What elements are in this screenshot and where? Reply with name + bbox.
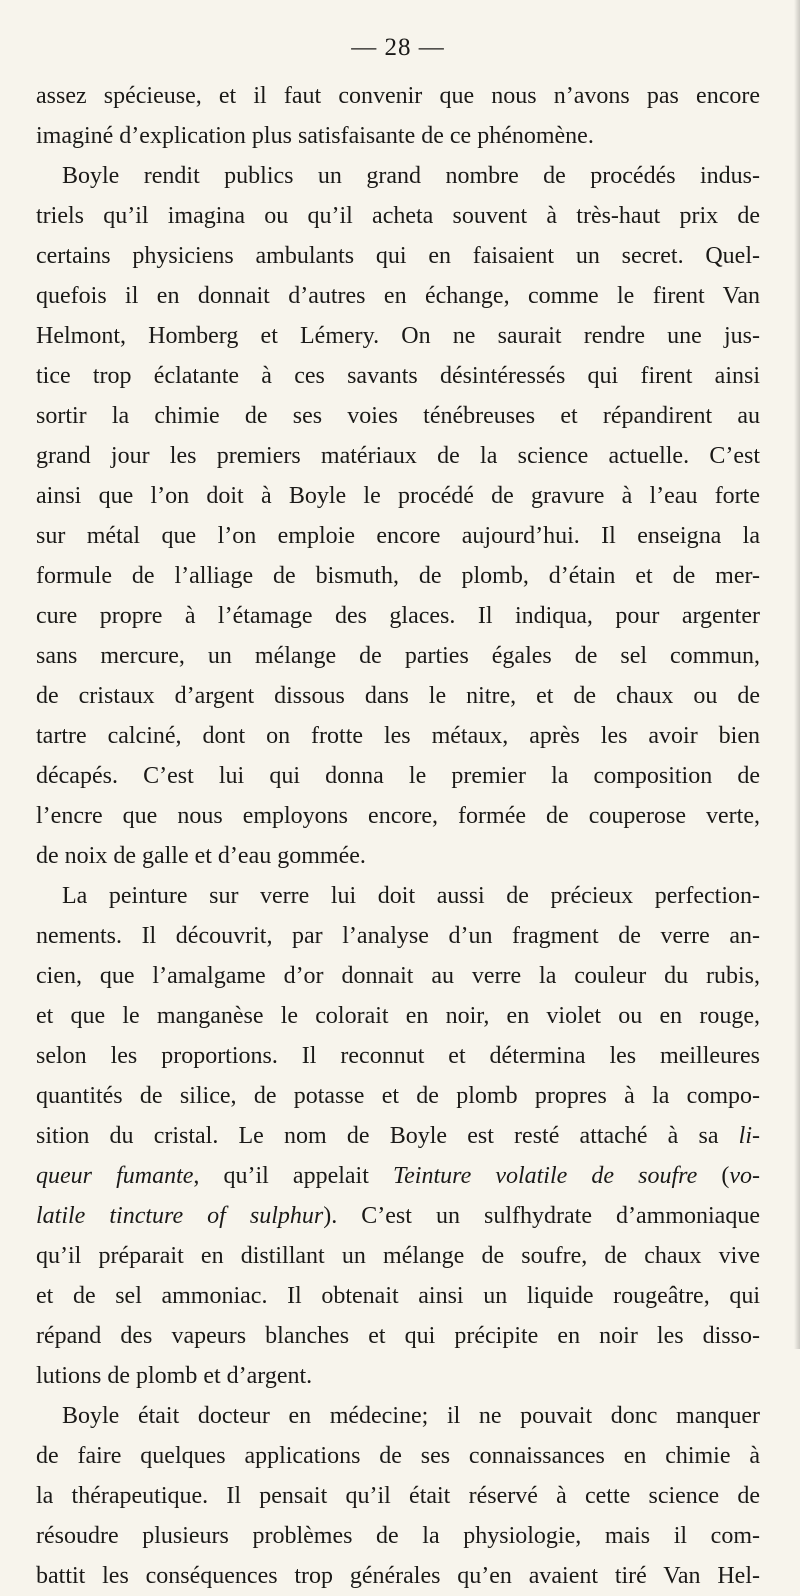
text-line: assez spécieuse, et il faut convenir que nous n’avons pas encore [36, 83, 760, 109]
text-line: de cristaux d’argent dissous dans le nitre, et de chaux ou de [36, 683, 760, 709]
text-line: certains physiciens ambulants qui en faisaient un secret. Quel- [36, 243, 760, 269]
text-line: l’encre que nous employons encore, formée de couperose verte, [36, 803, 760, 829]
text-line [36, 1156, 760, 1196]
text-line: sans mercure, un mélange de parties égales de sel commun, [36, 643, 760, 669]
text-line: battit les conséquences trop générales qu’en avaient tiré Van Hel- [36, 1563, 760, 1589]
italic-segment: vo- [729, 1163, 760, 1189]
text-segment: ( [697, 1163, 730, 1189]
text-segment: , qu’il appelait [193, 1163, 393, 1189]
text-line [36, 1116, 760, 1156]
italic-segment: latile tincture of sulphur [36, 1203, 324, 1229]
text-line: la thérapeutique. Il pensait qu’il était réservé à cette science de [36, 1483, 760, 1509]
text-line: tice trop éclatante à ces savants désintéressés qui firent ainsi [36, 363, 760, 389]
text-line: sur métal que l’on emploie encore aujourd’hui. Il enseigna la [36, 523, 760, 549]
text-line: quefois il en donnait d’autres en échange, comme le firent Van [36, 283, 760, 309]
text-line: résoudre plusieurs problèmes de la physiologie, mais il com- [36, 1523, 760, 1549]
text-line: triels qu’il imagina ou qu’il acheta souvent à très-haut prix de [36, 203, 760, 229]
text-line: qu’il préparait en distillant un mélange de soufre, de chaux vive [36, 1243, 760, 1269]
text-line: décapés. C’est lui qui donna le premier la composition de [36, 763, 760, 789]
text-line: cien, que l’amalgame d’or donnait au verre la couleur du rubis, [36, 963, 760, 989]
text-line: Helmont, Homberg et Lémery. On ne saurait rendre une jus- [36, 323, 760, 349]
text-line: grand jour les premiers matériaux de la science actuelle. C’est [36, 443, 760, 469]
text-line: imaginé d’explication plus satisfaisante de ce phénomène. [36, 123, 594, 149]
text-line: quantités de silice, de potasse et de plomb propres à la compo- [36, 1083, 760, 1109]
page-number: — 28 — [351, 34, 445, 61]
text-line: de noix de galle et d’eau gommée. [36, 843, 366, 869]
text-line: formule de l’alliage de bismuth, de plomb, d’étain et de mer- [36, 563, 760, 589]
text-line: nements. Il découvrit, par l’analyse d’un fragment de verre an- [36, 923, 760, 949]
text-line: de faire quelques applications de ses connaissances en chimie à [36, 1443, 760, 1469]
text-line: sortir la chimie de ses voies ténébreuses et répandirent au [36, 403, 760, 429]
book-page [36, 28, 760, 1596]
text-line: La peinture sur verre lui doit aussi de précieux perfection- [62, 883, 760, 909]
text-line: ainsi que l’on doit à Boyle le procédé de gravure à l’eau forte [36, 483, 760, 509]
text-line: tartre calciné, dont on frotte les métaux, après les avoir bien [36, 723, 760, 749]
text-segment: ). C’est un sulfhydrate d’ammoniaque [323, 1203, 760, 1229]
text-segment: sition du cristal. Le nom de Boyle est resté attaché à sa [36, 1123, 739, 1149]
italic-segment: li- [738, 1123, 760, 1149]
text-line: cure propre à l’étamage des glaces. Il indiqua, pour argenter [36, 603, 760, 629]
text-line: lutions de plomb et d’argent. [36, 1363, 313, 1389]
text-line: Boyle était docteur en médecine; il ne pouvait donc manquer [62, 1403, 760, 1429]
text-line [36, 1196, 760, 1236]
text-line: répand des vapeurs blanches et qui précipite en noir les disso- [36, 1323, 760, 1349]
italic-segment: queur fumante [36, 1163, 194, 1189]
page-edge-shadow [794, 0, 800, 1349]
italic-segment: Teinture volatile de soufre [392, 1163, 698, 1189]
text-line: et de sel ammoniac. Il obtenait ainsi un liquide rougeâtre, qui [36, 1283, 760, 1309]
text-line: selon les proportions. Il reconnut et détermina les meilleures [36, 1043, 760, 1069]
body-text [36, 76, 760, 1596]
text-line: Boyle rendit publics un grand nombre de procédés indus- [62, 163, 760, 189]
text-line: et que le manganèse le colorait en noir, en violet ou en rouge, [36, 1003, 760, 1029]
